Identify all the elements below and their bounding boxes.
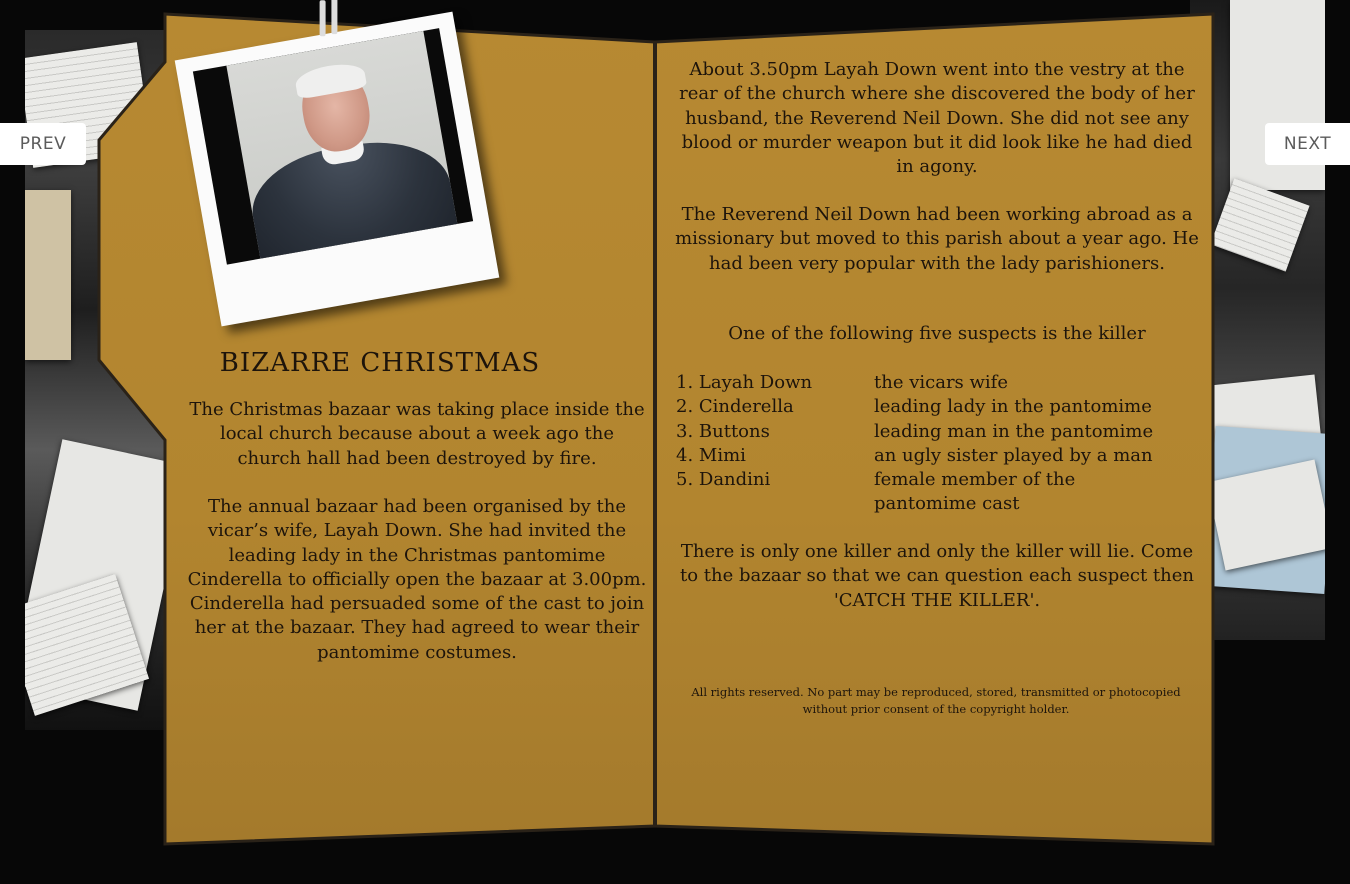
suspect-row (676, 468, 1196, 517)
suspect-row (676, 371, 1196, 395)
suspect-name: 5. Dandini (676, 469, 771, 491)
suspect-name: 2. Cinderella (676, 396, 794, 418)
suspect-row (676, 444, 1196, 468)
suspects-intro: One of the following five suspects is the killer (728, 323, 1146, 344)
suspect-list (676, 371, 1196, 517)
copyright-notice: All rights reserved. No part may be reproduced, stored, transmitted or photocopied without prior consent of the copyright holder. (691, 685, 1181, 716)
book-spine (653, 42, 657, 827)
suspect-desc: the vicars wife (874, 372, 1008, 393)
suspect-desc: female member of the pantomime cast (874, 469, 1076, 515)
paper-clip-icon (320, 0, 326, 36)
suspect-name: 4. Mimi (676, 444, 746, 466)
intro-paragraph: The Christmas bazaar was taking place inside the local church because about a week ago the church hall had been destroyed by fire. (189, 399, 645, 469)
paper-clip-icon (331, 0, 337, 34)
next-button[interactable]: NEXT (1265, 123, 1350, 165)
discovery-paragraph: About 3.50pm Layah Down went into the vestry at the rear of the church where she discovered the body of her husband, the Reverend Neil Down. She did not see any blood or murder weapon but it did look like he had died in agony. (679, 59, 1195, 178)
suspect-row (676, 420, 1196, 444)
suspect-desc: leading man in the pantomime (874, 420, 1154, 442)
victim-photo (193, 28, 473, 264)
page-title: BIZARRE CHRISTMAS (219, 348, 541, 378)
prev-button[interactable]: PREV (0, 123, 86, 165)
story-paragraph: The annual bazaar had been organised by the vicar’s wife, Layah Down. She had invited the leading lady in the Christmas pantomime Cinderella to officially open the bazaar at 3.00pm. Cinderella had persuaded some of the cast to join her at the bazaar. They had agreed to wear their pantomime costumes. (187, 496, 647, 663)
suspect-name: 3. Buttons (676, 420, 770, 442)
suspect-desc: an ugly sister played by a man (874, 444, 1153, 466)
suspect-desc: leading lady in the pantomime (874, 396, 1152, 418)
closing-paragraph: There is only one killer and only the killer will lie. Come to the bazaar so that we can question each suspect then 'CATCH THE KILLER'. (679, 541, 1194, 611)
victim-paragraph: The Reverend Neil Down had been working abroad as a missionary but moved to this parish about a year ago. He had been very popular with the lady parishioners. (675, 204, 1199, 274)
suspect-name: 1. Layah Down (676, 372, 813, 393)
suspect-row (676, 395, 1196, 419)
polaroid-photo (175, 12, 500, 327)
